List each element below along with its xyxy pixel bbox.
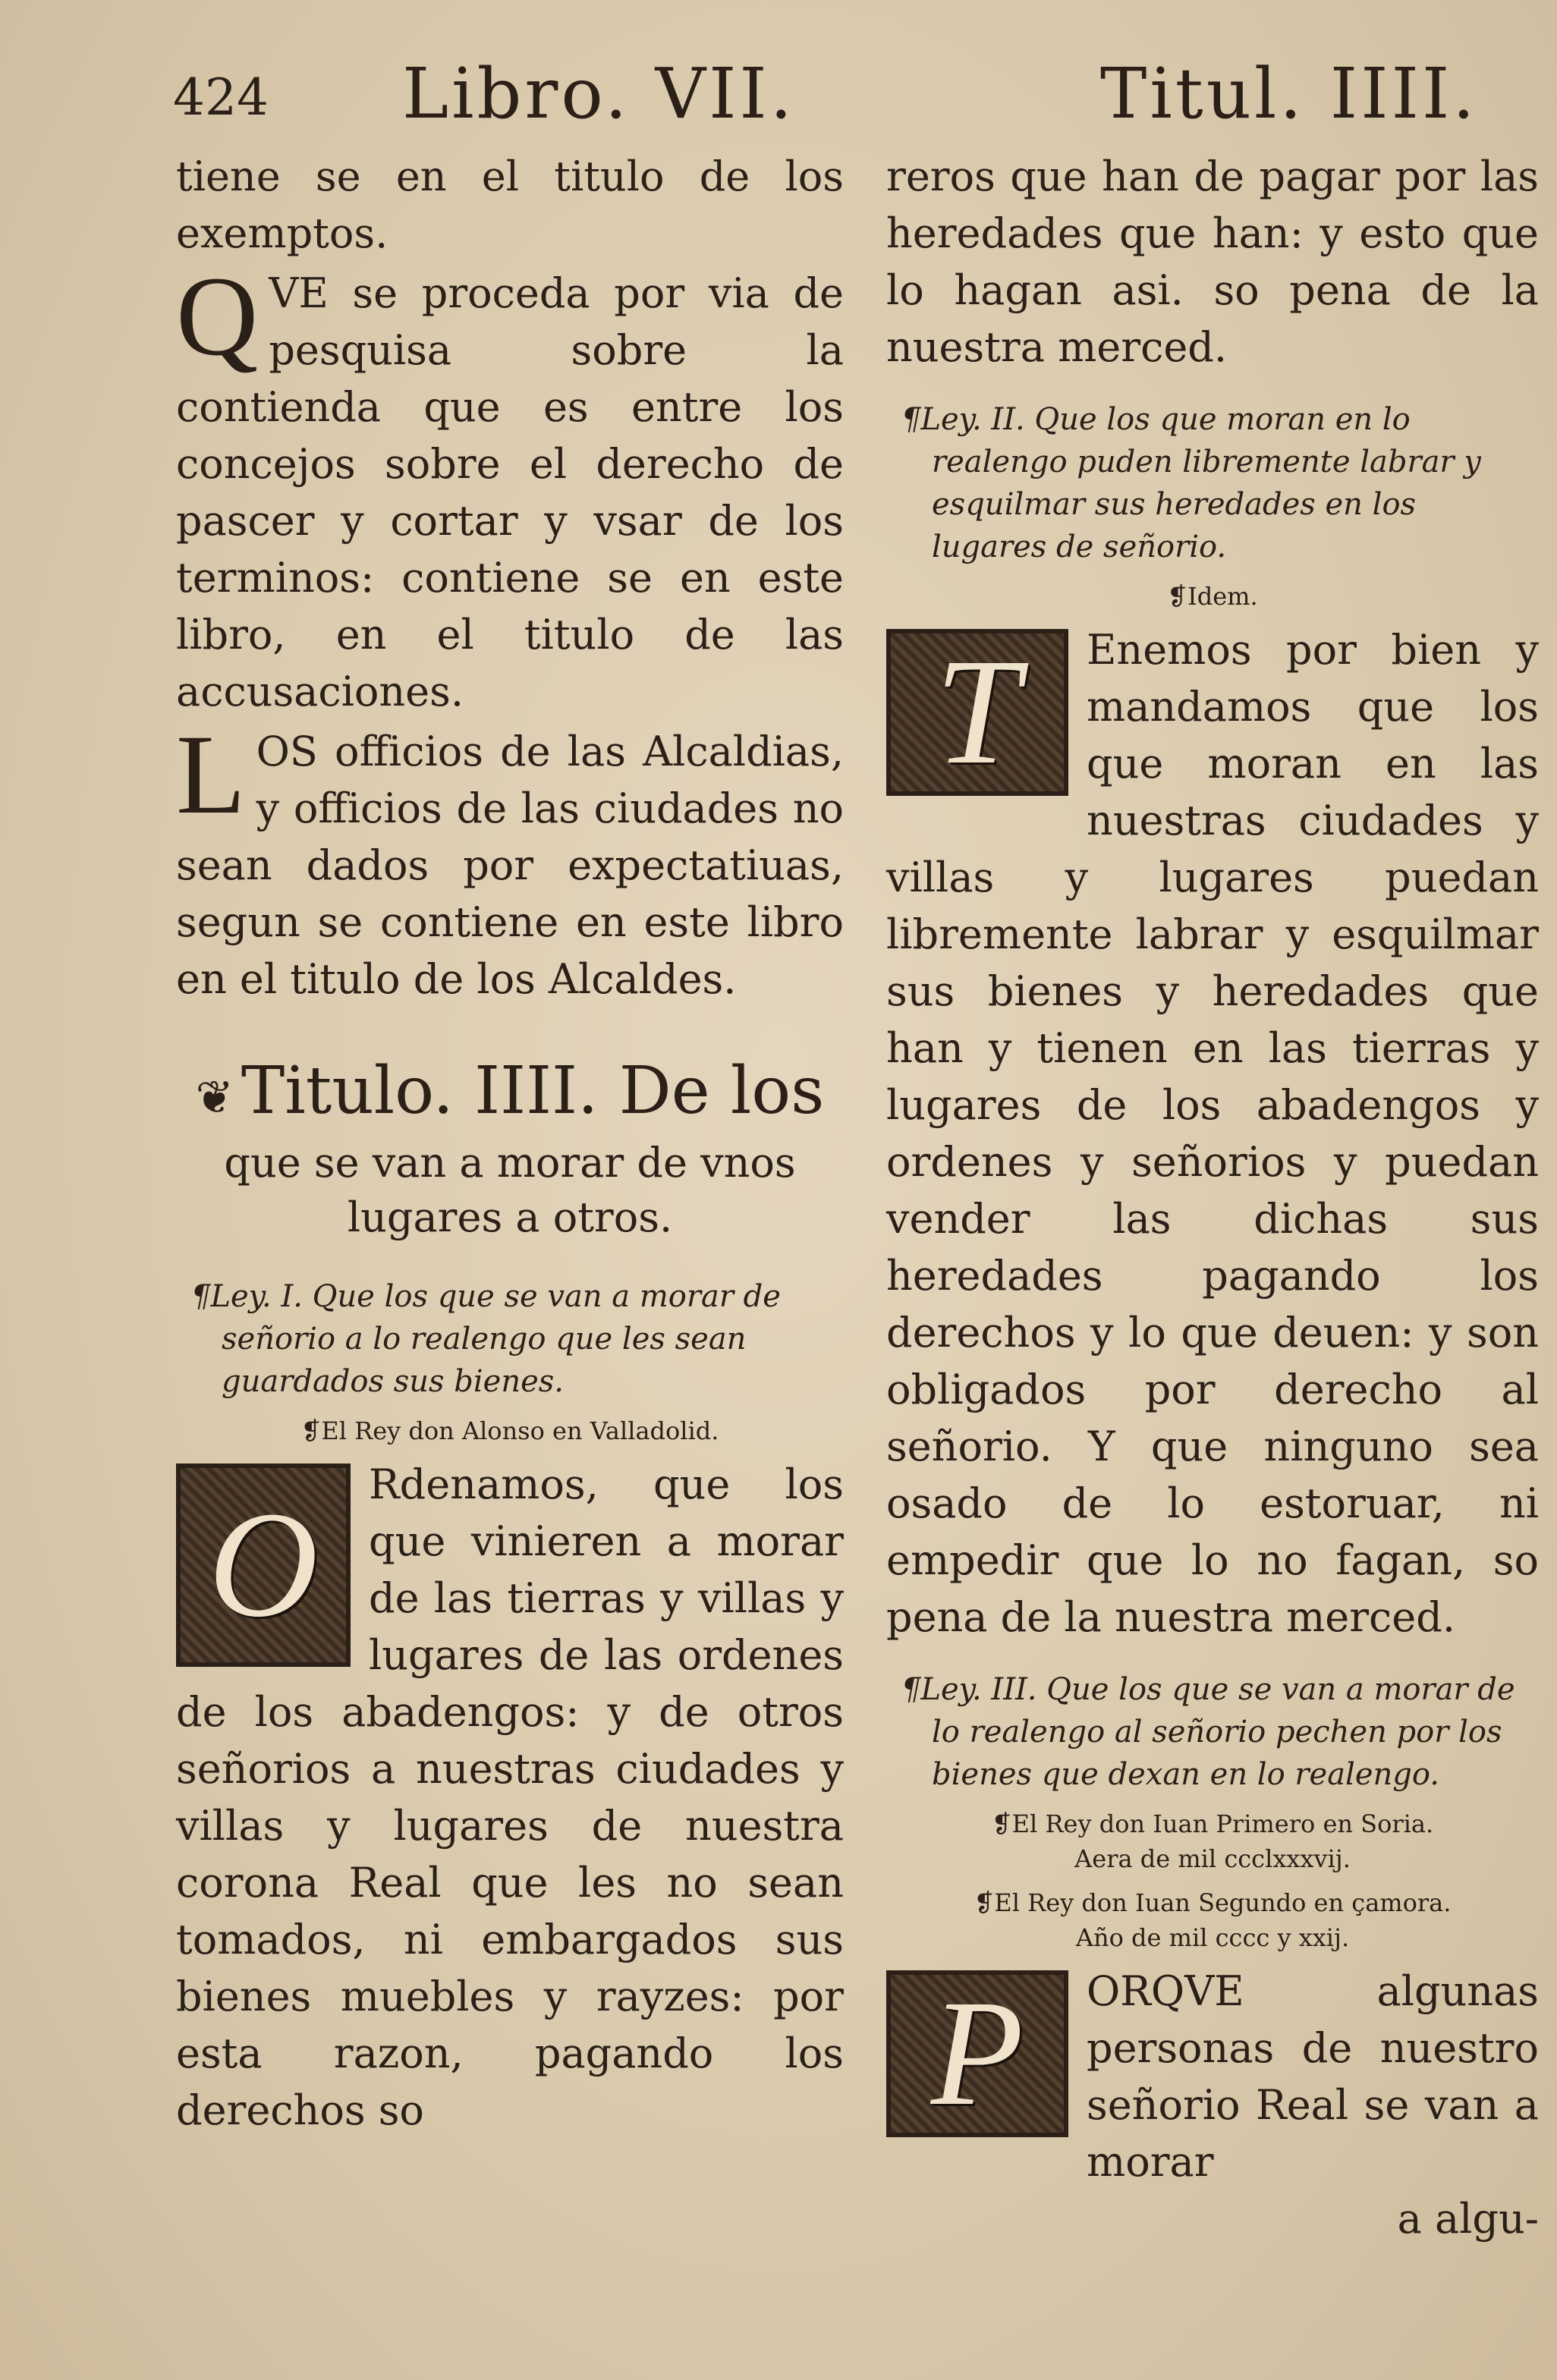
- ornamental-initial-t: [886, 629, 1068, 796]
- source-note-3b: [886, 1885, 1539, 1955]
- title-subtitle-line2: lugares a otros.: [347, 1193, 673, 1241]
- ornamental-initial-o: [176, 1464, 351, 1667]
- law-text-3: [886, 1963, 1539, 2247]
- continuation-text: reros que han de pagar por las heredades que han: y esto que lo hagan asi. so pena de la nuestra merced.: [886, 152, 1539, 371]
- paragraph-pesquisa-text: VE se proceda por via de pesquisa sobre la contienda que es entre los concejos sobre el derecho de pascer y cortar y vsar de los terminos: contiene se en este libro, en el titulo de las accusaciones.: [176, 269, 844, 715]
- source-note-3b-line1: ❡El Rey don Iuan Segundo en çamora.: [974, 1888, 1452, 1917]
- law-text-1-body: Rdenamos, que los que vinieren a morar de las tierras y villas y lugares de las ordenes de los abadengos: y de otros señorios a nuestras ciudades y villas y lugares de nuestra corona Real que les no sean tomados, ni embargados sus bienes muebles y rayzes: por esta razon, pagando los derechos so: [176, 1460, 844, 2134]
- law-text-1: [176, 1456, 844, 2139]
- running-head: [0, 53, 1557, 137]
- ornamental-initial-t-letter: T: [935, 628, 1020, 796]
- source-note-3b-line2: Año de mil cccc y xxij.: [1075, 1923, 1350, 1952]
- paragraph-alcaldias: [176, 712, 844, 1008]
- source-note-1: ❡El Rey don Alonso en Valladolid.: [300, 1416, 719, 1445]
- source-note-3a-line1: ❡El Rey don Iuan Primero en Soria.: [991, 1809, 1434, 1838]
- section-title: [176, 1053, 844, 1245]
- paragraph-alcaldias-text: OS officios de las Alcaldias, y officios de las ciudades no sean dados por expectatiuas, segun se contiene en este libro en el titulo de los Alcaldes.: [176, 728, 844, 1003]
- ornamental-initial-p-letter: P: [930, 1970, 1024, 2137]
- source-note-3a-line2: Aera de mil ccclxxxvij.: [1074, 1844, 1351, 1873]
- paragraph-exemptos: tiene se en el titulo de los exemptos.: [176, 152, 844, 257]
- source-note-2: ❡Idem.: [1167, 582, 1258, 611]
- law-text-2: [886, 621, 1539, 1646]
- running-head-title: Titul. IIII.: [1100, 53, 1478, 134]
- law-text-3-body: ORQVE algunas personas de nuestro señorio Real se van a morar: [1087, 1967, 1539, 2186]
- law-text-2-body: Enemos por bien y mandamos que los que moran en las nuestras ciudades y villas y lugares puedan libremente labrar y esquilmar sus bienes y heredades que han y tienen en las tierras y lugares de los abadengos y ordenes y señorios y puedan vender las dichas sus heredades pagando los derechos y lo que deuen: y son obligados por derecho al señorio. Y que ninguno sea osado de lo estoruar, ni empedir que lo no fagan, so pena de la nuestra merced.: [886, 626, 1539, 1641]
- ley-heading-2: ¶Ley. II. Que los que moran en lo realengo puden libremente labrar y esquilmar sus heredades en los lugares de señorio.: [901, 402, 1481, 564]
- left-column: [176, 148, 844, 2142]
- ley-heading-1: ¶Ley. I. Que los que se van a morar de señorio a lo realengo que les sean guardados sus bienes.: [191, 1279, 781, 1399]
- drop-cap-q: Q: [176, 253, 259, 379]
- title-main-text: Titulo. IIII. De los: [241, 1053, 825, 1129]
- folio-number: 424: [173, 68, 269, 127]
- title-subtitle-line1: que se van a morar de vnos: [224, 1139, 796, 1187]
- catchword: a algu-: [1397, 2195, 1539, 2243]
- running-head-book: Libro. VII.: [402, 53, 796, 134]
- ley-heading-3: ¶Ley. III. Que los que se van a morar de lo realengo al señorio pechen por los bienes que dexan en lo realengo.: [901, 1672, 1515, 1792]
- drop-cap-l: L: [176, 712, 246, 838]
- ornamental-initial-p: [886, 1970, 1068, 2137]
- ornamental-initial-o-letter: O: [208, 1481, 319, 1649]
- right-column: [886, 148, 1539, 2250]
- title-heading: [176, 1053, 844, 1136]
- fleuron-icon: ❦: [195, 1071, 234, 1124]
- paragraph-pesquisa: [176, 253, 844, 720]
- source-note-3a: [886, 1806, 1539, 1876]
